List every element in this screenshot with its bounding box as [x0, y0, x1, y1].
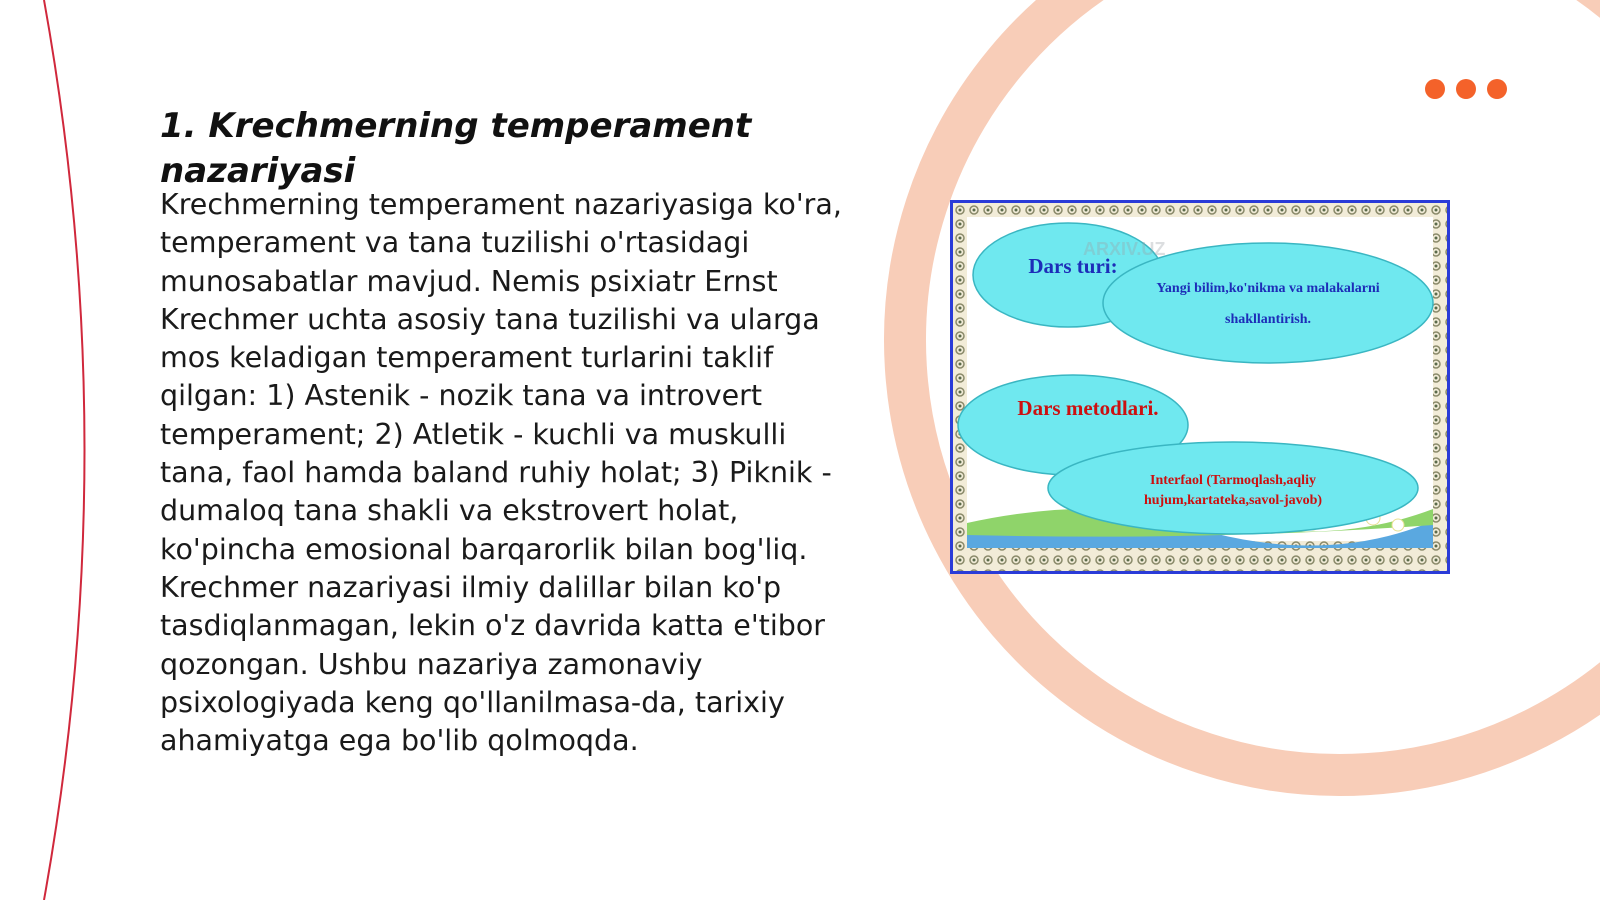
left-curve-line: [44, 0, 85, 900]
flower: [1392, 519, 1404, 531]
lesson-info-picture: [950, 200, 1450, 574]
dot: [1456, 79, 1476, 99]
dot: [1487, 79, 1507, 99]
dars-turi-label: Dars turi:: [1028, 254, 1118, 278]
more-dots-icon: [1425, 79, 1507, 99]
dars-metodlari-label: Dars metodlari.: [1017, 396, 1159, 420]
slide-body-text: Krechmerning temperament nazariyasiga ko'ra, temperament va tana tuzilishi o'rtasidagi munosabatlar mavjud. Nemis psixiatr Ernst Krechmer uchta asosiy tana tuzilishi va ularga mos keladigan temperament turlarini taklif qilgan: 1) Astenik - nozik tana va introvert temperament; 2) Atletik - kuchli va muskulli tana, faol hamda baland ruhiy holat; 3) Piknik - dumaloq tana shakli va ekstrovert holat, ko'pincha emosional barqarorlik bilan bog'liq. Krechmer nazariyasi ilmiy dalillar bilan ko'p tasdiqlanmagan, lekin o'z davrida katta e'tibor qozongan. Ushbu nazariya zamonaviy psixologiyada keng qo'llanilmasa-da, tarixiy ahamiyatga ega bo'lib qolmoqda.: [160, 188, 842, 758]
slide-title: 1. Krechmerning temperament nazariyasi: [160, 106, 752, 191]
watermark-text: ARXIV.UZ: [1083, 239, 1166, 259]
dot: [1425, 79, 1445, 99]
interfaol-text: Interfaol (Tarmoqlash,aqliy hujum,kartateka,savol-javob): [1143, 473, 1323, 508]
yangi-bilim-text: Yangi bilim,ko'nikma va malakalarni shakllantirish.: [1156, 281, 1380, 327]
